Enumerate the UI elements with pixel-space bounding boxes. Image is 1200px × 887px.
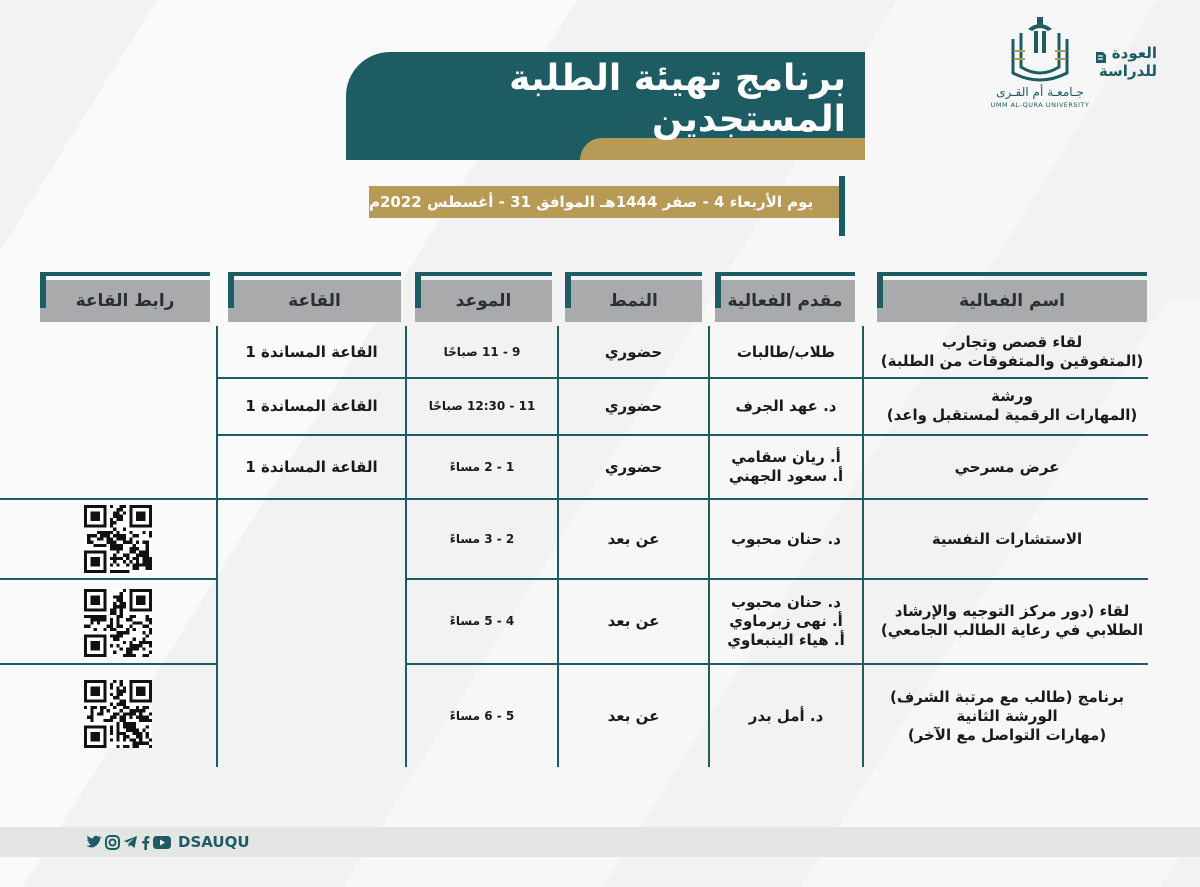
university-name-ar: جـامعـة أم القـرى <box>996 85 1084 99</box>
table-row: لقاء (دور مركز التوجيه والإرشاد الطلابي في رعاية الطالب الجامعي) <box>880 602 1144 639</box>
mode-cell: حضوري <box>604 343 663 361</box>
column-divider <box>405 326 407 767</box>
qr-code-communication-workshop[interactable] <box>84 680 152 748</box>
mode-cell: حضوري <box>604 397 663 415</box>
column-header-time: الموعد <box>415 272 552 322</box>
presenter-cell: أ. ريان سقامي أ. سعود الجهني <box>728 448 844 485</box>
row-divider <box>216 434 1148 436</box>
row-divider <box>0 498 1148 500</box>
qr-code-guidance-center[interactable] <box>84 589 152 657</box>
social-handle: DSAUQU <box>178 833 250 851</box>
row-divider <box>405 663 1148 665</box>
back-to-school-logo <box>1095 44 1157 88</box>
row-divider <box>0 578 216 580</box>
event-date: يوم الأربعاء 4 - صفر 1444هـ الموافق 31 - أغسطس 2022م <box>369 193 814 211</box>
presenter-cell: د. حنان محبوب أ. نهى زبرماوي أ. هياء الينبعاوي <box>727 592 845 649</box>
time-cell: 1 - 2 مساءً <box>449 460 515 474</box>
table-row: عرض مسرحي <box>954 457 1060 476</box>
presenter-cell: د. أمل بدر <box>748 706 824 725</box>
column-header-presenter: مقدم الفعالية <box>715 272 855 322</box>
time-cell: 4 - 5 مساءً <box>449 614 515 628</box>
facebook-icon[interactable] <box>141 835 150 850</box>
telegram-icon[interactable] <box>123 835 138 849</box>
column-header-hall: القاعة <box>228 272 401 322</box>
presenter-cell: د. حنان محبوب <box>731 529 841 548</box>
column-divider <box>862 326 864 767</box>
twitter-icon[interactable] <box>86 835 102 849</box>
university-name-en: UMM AL-QURA UNIVERSITY <box>990 101 1090 109</box>
mode-cell: عن بعد <box>607 530 660 548</box>
university-emblem-icon <box>985 15 1095 85</box>
column-header-mode: النمط <box>565 272 702 322</box>
table-row: لقاء قصص وتجارب (المتفوقين والمتفوقات من الطلبة) <box>880 333 1144 370</box>
mode-cell: عن بعد <box>607 612 660 630</box>
campaign-word-2: للدراسة <box>1098 62 1157 80</box>
time-cell: 11 - 12:30 صباحًا <box>428 399 536 413</box>
youtube-icon[interactable] <box>153 836 171 849</box>
time-cell: 2 - 3 مساءً <box>449 532 515 546</box>
row-divider <box>405 578 1148 580</box>
column-divider <box>216 326 218 767</box>
umm-al-qura-logo <box>985 15 1095 107</box>
column-header-link: رابط القاعة <box>40 272 210 322</box>
column-header-name: اسم الفعالية <box>877 272 1147 322</box>
presenter-cell: طلاب/طالبات <box>736 342 836 361</box>
hall-cell: القاعة المساندة 1 <box>245 343 378 361</box>
column-divider <box>708 326 710 767</box>
row-divider <box>216 377 1148 379</box>
hall-cell: القاعة المساندة 1 <box>245 458 378 476</box>
qr-code-psych-consult[interactable] <box>84 505 152 573</box>
hall-cell: القاعة المساندة 1 <box>245 397 378 415</box>
time-cell: 5 - 6 مساءً <box>449 709 515 723</box>
date-accent <box>839 176 845 236</box>
column-divider <box>557 326 559 767</box>
mode-cell: حضوري <box>604 458 663 476</box>
mode-cell: عن بعد <box>607 707 660 725</box>
instagram-icon[interactable] <box>105 835 120 850</box>
time-cell: 9 - 11 صباحًا <box>443 345 521 359</box>
table-row: ورشة (المهارات الرقمية لمستقبل واعد) <box>886 387 1138 424</box>
campaign-word-1: العودة <box>1111 44 1157 62</box>
page-title: برنامج تهيئة الطلبة المستجدين <box>509 58 846 140</box>
presenter-cell: د. عهد الجرف <box>735 396 837 415</box>
table-row: برنامج (طالب مع مرتبة الشرف) الورشة الثانية (مهارات التواصل مع الآخر) <box>890 687 1124 744</box>
row-divider <box>0 663 216 665</box>
table-row: الاستشارات النفسية <box>931 529 1083 548</box>
social-icons <box>86 832 171 852</box>
